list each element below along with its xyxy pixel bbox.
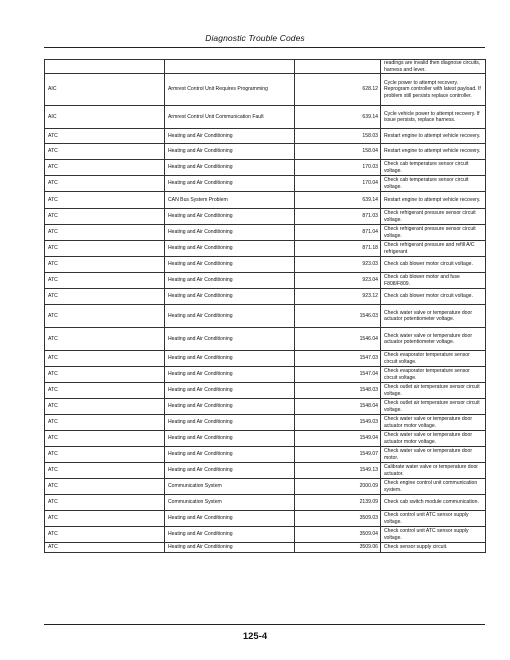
description-cell: Armrest Control Unit Requires Programming [165,74,295,106]
description-cell: Heating and Air Conditioning [165,351,295,367]
code-cell [295,60,381,74]
action-cell: Check water valve or temperature door motor. [381,447,486,463]
controller-cell: ATC [45,176,165,192]
code-cell: 3509.03 [295,511,381,527]
description-cell: Heating and Air Conditioning [165,176,295,192]
description-cell: Heating and Air Conditioning [165,463,295,479]
description-cell: Heating and Air Conditioning [165,415,295,431]
table-row [45,495,486,511]
code-cell: 1549.03 [295,415,381,431]
code-cell: 628.12 [295,74,381,106]
action-cell: Check cab switch module communication. [381,495,486,511]
code-cell: 871.18 [295,241,381,257]
code-cell: 923.04 [295,273,381,289]
table-row [45,399,486,415]
table-row [45,160,486,176]
action-cell: Check control unit ATC sensor supply voltage. [381,527,486,543]
table-row [45,289,486,305]
code-cell: 871.04 [295,225,381,241]
table-row [45,415,486,431]
code-cell: 639.14 [295,192,381,209]
action-cell: Check water valve or temperature door actuator motor voltage. [381,431,486,447]
action-cell: Check water valve or temperature door actuator potentiometer voltage. [381,328,486,351]
table-row [45,351,486,367]
table-row [45,527,486,543]
table-row [45,328,486,351]
controller-cell: ATC [45,273,165,289]
description-cell: Heating and Air Conditioning [165,257,295,273]
controller-cell: ATC [45,241,165,257]
code-cell: 1546.04 [295,328,381,351]
action-cell: Restart engine to attempt vehicle recovery. [381,144,486,160]
action-cell: Restart engine to attempt vehicle recovery. [381,129,486,144]
description-cell: Heating and Air Conditioning [165,511,295,527]
description-cell: Heating and Air Conditioning [165,431,295,447]
table-row [45,543,486,553]
table-row [45,74,486,106]
action-cell: Check cab blower motor and fuse F808/F809. [381,273,486,289]
action-cell: Check refrigerant pressure sensor circuit voltage. [381,225,486,241]
table-row [45,225,486,241]
controller-cell: ATC [45,144,165,160]
controller-cell: ATC [45,495,165,511]
controller-cell: AIC [45,106,165,129]
controller-cell: ATC [45,511,165,527]
controller-cell: ATC [45,257,165,273]
code-cell: 2139.09 [295,495,381,511]
description-cell: Heating and Air Conditioning [165,328,295,351]
action-cell: Restart engine to attempt vehicle recovery. [381,192,486,209]
action-cell: Check cab blower motor circuit voltage. [381,257,486,273]
controller-cell: ATC [45,129,165,144]
action-cell: Check sensor supply circuit. [381,543,486,553]
page-number: 125-4 [242,631,268,642]
controller-cell: ATC [45,225,165,241]
action-cell: Check cab temperature sensor circuit voltage. [381,160,486,176]
description-cell: Heating and Air Conditioning [165,160,295,176]
controller-cell: ATC [45,289,165,305]
controller-cell: ATC [45,328,165,351]
description-cell: Communication System [165,479,295,495]
controller-cell: ATC [45,399,165,415]
code-cell: 923.12 [295,289,381,305]
description-cell: Heating and Air Conditioning [165,447,295,463]
action-cell: Calibrate water valve or temperature door actuator. [381,463,486,479]
controller-cell [45,60,165,74]
description-cell: Heating and Air Conditioning [165,399,295,415]
table-row [45,241,486,257]
code-cell: 2000.09 [295,479,381,495]
action-cell: Check water valve or temperature door actuator potentiometer voltage. [381,305,486,328]
code-cell: 170.03 [295,160,381,176]
footer-divider [44,624,485,625]
controller-cell: ATC [45,160,165,176]
description-cell: Armrest Control Unit Communication Fault [165,106,295,129]
table-row [45,383,486,399]
code-cell: 3509.06 [295,543,381,553]
action-cell: Check cab blower motor circuit voltage. [381,289,486,305]
description-cell: Heating and Air Conditioning [165,383,295,399]
code-cell: 1548.03 [295,383,381,399]
code-cell: 1548.04 [295,399,381,415]
description-cell: Heating and Air Conditioning [165,129,295,144]
code-cell: 1549.04 [295,431,381,447]
code-cell: 170.04 [295,176,381,192]
description-cell [165,60,295,74]
controller-cell: ATC [45,543,165,553]
description-cell: Heating and Air Conditioning [165,144,295,160]
action-cell: Check water valve or temperature door actuator motor voltage. [381,415,486,431]
action-cell: Check evaporator temperature sensor circuit voltage. [381,351,486,367]
table-row [45,305,486,328]
action-cell: Check refrigerant pressure sensor circuit voltage. [381,209,486,225]
controller-cell: ATC [45,463,165,479]
code-cell: 871.03 [295,209,381,225]
controller-cell: ATC [45,479,165,495]
table-row [45,192,486,209]
table-row [45,176,486,192]
controller-cell: AIC [45,74,165,106]
table-row [45,447,486,463]
code-cell: 923.03 [295,257,381,273]
controller-cell: ATC [45,415,165,431]
dtc-table-body [45,60,486,553]
description-cell: Heating and Air Conditioning [165,305,295,328]
controller-cell: ATC [45,527,165,543]
controller-cell: ATC [45,351,165,367]
controller-cell: ATC [45,209,165,225]
description-cell: Heating and Air Conditioning [165,367,295,383]
controller-cell: ATC [45,367,165,383]
action-cell: Cycle vehicle power to attempt recovery. If issue persists, replace harness. [381,106,486,129]
description-cell: Communication System [165,495,295,511]
code-cell: 639.14 [295,106,381,129]
description-cell: Heating and Air Conditioning [165,273,295,289]
code-cell: 1549.13 [295,463,381,479]
action-cell: Check evaporator temperature sensor circuit voltage. [381,367,486,383]
action-cell: Check engine control unit communication system. [381,479,486,495]
description-cell: Heating and Air Conditioning [165,209,295,225]
table-row [45,60,486,74]
description-cell: Heating and Air Conditioning [165,289,295,305]
code-cell: 1547.04 [295,367,381,383]
dtc-table [44,59,486,553]
controller-cell: ATC [45,383,165,399]
controller-cell: ATC [45,447,165,463]
code-cell: 158.03 [295,129,381,144]
table-row [45,479,486,495]
table-row [45,511,486,527]
controller-cell: ATC [45,192,165,209]
table-row [45,106,486,129]
table-row [45,144,486,160]
action-cell: Check outlet air temperature sensor circuit voltage. [381,399,486,415]
action-cell: Check cab temperature sensor circuit voltage. [381,176,486,192]
code-cell: 3509.04 [295,527,381,543]
table-row [45,431,486,447]
action-cell: Cycle power to attempt recovery. Reprogram controller with latest payload. If problem still persists replace controller. [381,74,486,106]
action-cell: Check control unit ATC sensor supply voltage. [381,511,486,527]
table-row [45,257,486,273]
description-cell: Heating and Air Conditioning [165,527,295,543]
table-row [45,129,486,144]
header-divider [44,47,485,48]
code-cell: 1546.03 [295,305,381,328]
table-row [45,273,486,289]
code-cell: 1549.07 [295,447,381,463]
action-cell: Check outlet air temperature sensor circuit voltage. [381,383,486,399]
description-cell: Heating and Air Conditioning [165,241,295,257]
page-title: Diagnostic Trouble Codes [205,33,305,43]
controller-cell: ATC [45,305,165,328]
code-cell: 1547.03 [295,351,381,367]
description-cell: CAN Bus System Problem [165,192,295,209]
table-row [45,367,486,383]
action-cell: Check refrigerant pressure and refill A/C refrigerant [381,241,486,257]
description-cell: Heating and Air Conditioning [165,225,295,241]
table-row [45,209,486,225]
controller-cell: ATC [45,431,165,447]
action-cell: readings are invalid then diagnose circuits, harness and lever. [381,60,486,74]
code-cell: 158.04 [295,144,381,160]
table-row [45,463,486,479]
description-cell: Heating and Air Conditioning [165,543,295,553]
